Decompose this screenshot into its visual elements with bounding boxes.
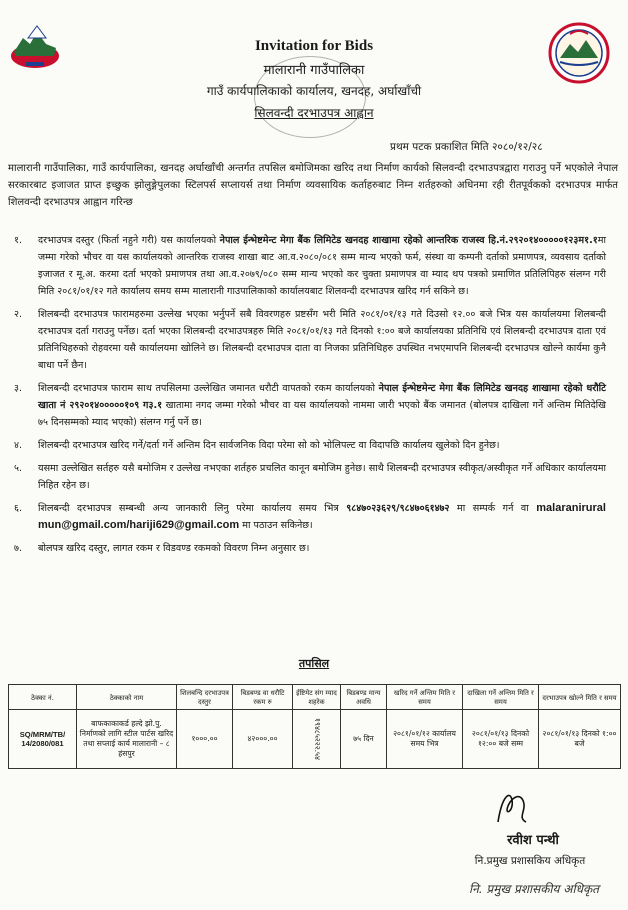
column-header: ठेक्का नं. bbox=[9, 685, 77, 710]
list-item: ५. यसमा उल्लेखित सर्तहरु यसै बमोजिम र उल्लेख नभएका शर्तहरु प्रचलित कानून बमोजिम हुनेछ। साथै शिलबन्दी दरभाउपत्र स्वीकृत/अस्वीकृत गर्ने अधिकार कार्यालयमा निहित रहेन छ। bbox=[14, 463, 606, 491]
conditions-list bbox=[0, 232, 628, 563]
signer-name: रवीश पन्थी bbox=[507, 833, 559, 848]
bid-fee: १०००.०० bbox=[177, 710, 233, 769]
column-header: बिडबण्ड वा धरौटि रकम रु bbox=[233, 685, 293, 710]
column-header: दरभाउपत्र खोल्ने मिति र समय bbox=[539, 685, 621, 710]
publication-date: प्रथम पटक प्रकाशित मिति २०८०/१२/२८ bbox=[390, 141, 543, 153]
signer-designation: नि.प्रमुख प्रशासकिय अधिकृत bbox=[474, 855, 586, 867]
notice-subject: सिलवन्दी दरभाउपत्र आह्वान bbox=[254, 106, 374, 120]
municipality-logo bbox=[548, 22, 610, 84]
column-header: ईष्टिमेट संग म्याद शहरेक bbox=[293, 685, 341, 710]
list-item: २. शिलबन्दी दरभाउपत्र फारामहरुमा उल्लेख भएका भर्नुपर्ने सबै विवरणहरु प्रष्टसँग भरी मिति २०८१/०१/१३ गते दिउसो १२.०० बजे भित्र यस कार्यालयमा शिलबन्दी दरभाउपत्र दर्ता गराउनु पर्नेछ। दर्ता भएका शिलबन्दी दरभाउपत्रहरु मिति २०८१/०१/१३ गते दिनको १:०० बजे कार्यालयका प्रतिनिधि एवं शिलबन्दी दरभाउपत्र दाता एवं प्रतिनिधिहरुको रोहवरमा यसै कार्यालयमा खोलिने छ। शिलबन्दी दरभाउपत्र दाता वा निजका प्रतिनिधिहरु उपस्थित नभएमापनि शिलबन्दी दरभाउपत्र खोल्ने कार्यमा कुनै बाधा पर्ने छैन। bbox=[14, 309, 606, 371]
estimate-amount: १९४८५२२२.५४ bbox=[293, 710, 341, 769]
column-header: दाखिला गर्ने अन्तिम मिति र समय bbox=[463, 685, 539, 710]
table-header-row bbox=[9, 685, 621, 710]
contract-number: SQ/MRM/TB/ 14/2080/081 bbox=[9, 710, 77, 769]
org-name: मालारानी गाउँपालिका bbox=[263, 63, 365, 78]
bid-schedule-table bbox=[8, 684, 621, 769]
table-row bbox=[9, 710, 621, 769]
intro-paragraph: मालारानी गाउँपालिका, गाउँ कार्यपालिका, खनदह अर्घाखाँची अन्तर्गत तपसिल बमोजिमका खरिद तथा निर्माण कार्यको सिलवन्दी दरभाउपत्रद्वारा गराउनु पर्ने भएकोले नेपाल सरकारबाट इजाजत प्राप्त इच्छुक झोलुङ्गेपुलका स्टिलपर्स सप्लायर्स तथा निर्माण व्यवसायिक कर्ताहरुबाट निम्न शर्तहरुको अधिनमा रही रीतपूर्वकको दरभाउपत्र मार्फत शिलवन्दी दरभाउपत्र आह्वान गरिन्छ bbox=[8, 163, 618, 208]
column-header: बिडबण्ड मान्य अवधि bbox=[341, 685, 387, 710]
office-name: गाउँ कार्यपालिकाको कार्यालय, खनदह, अर्घाखाँची bbox=[206, 84, 422, 98]
list-item: १. दरभाउपत्र दस्तुर (फिर्ता नहुने गरी) यस कार्यालयको नेपाल ईन्भेष्टमेन्ट मेगा बैंक लिमिटेड खनदह शाखामा रहेको आन्तरिक राजस्व हि.नं.२९२०१४०००००१२३म१.१मा जम्मा गरेको भौचर वा यस कार्यालयको आन्तरिक राजस्व शाखा बाट आ.व.२०८०/०८१ सम्म मान्य भएको फर्म, संस्था वा कम्पनी दर्ताको प्रमाणपत्र, व्यवसाय दर्ताको इजाजत र मू.अ. करमा दर्ता भएको प्रमाणपत्र तथा आ.व.२०७९/०८० सम्म मान्य भएको कर चुक्ता प्रमाणपत्र वा म्याद थप पत्रको प्रमाणित प्रतिलिपिहरु संलग्न गरी मिति २०८१/०१/१२ गते कार्यालय समय सम्म मालारानी गाउपालिकाको कार्यालयबाट शिलवन्दी दरभाउपत्र खरिद गर्न सकिने छ। bbox=[14, 235, 607, 297]
purchase-deadline: २०८१/०१/१२ कार्यालय समय भित्र bbox=[387, 710, 463, 769]
seal-stamp-text: नि. प्रमुख प्रशासकीय अधिकृत bbox=[468, 882, 600, 896]
bid-validity: ७५ दिन bbox=[341, 710, 387, 769]
list-item: ६. शिलबन्दी दरभाउपत्र सम्बन्धी अन्य जानकारी लिनु परेमा कार्यालय समय भित्र ९८४७०२३६२९/९८४७०६१४७२ मा सम्पर्क गर्न वा malaranirural mun@gmail.com/hariji629@gmail.com मा पठाउन सकिनेछ। bbox=[14, 502, 606, 531]
column-header: ठेक्काको नाम bbox=[77, 685, 177, 710]
submission-deadline: २०८१/०१/१३ दिनको १२:०० बजे सम्म bbox=[463, 710, 539, 769]
opening-date: २०८१/०१/१३ दिनको १:०० बजे bbox=[539, 710, 621, 769]
contact-email-link[interactable]: malaranirural mun@gmail.com/hariji629@gmail.com bbox=[38, 502, 606, 531]
bid-bond-amount: ४२०००.०० bbox=[233, 710, 293, 769]
schedule-heading: तपसिल bbox=[298, 657, 330, 670]
list-item: ३. शिलबन्दी दरभाउपत्र फाराम साथ तपसिलमा उल्लेखित जमानत धरौटी वापतको रकम कार्यालयको नेपाल ईन्भेष्टमेन्ट मेगा बैंक लिमिटेड खनदह शाखामा रहेको धरौटि खाता नं २९२०१४०००००१०९ ग३.१ खातामा नगद जम्मा गरेको भौचर वा यस कार्यालयको नाममा जारी भएको बैंक जमानत (बोलपत्र दाखिला गर्ने अन्तिम मितिदेखि ७५ दिनसम्मको म्याद भएको) संलग्न गर्नु पर्ने छ। bbox=[14, 383, 606, 428]
list-item: ७. बोलपत्र खरिद दस्तुर, लागत रकम र विडवण्ड रकमको विवरण निम्न अनुसार छ। bbox=[14, 543, 310, 554]
list-item: ४. शिलबन्दी दरभाउपत्र खरिद गर्ने/दर्ता गर्ने अन्तिम दिन सार्वजनिक विदा परेमा सो को भोलिपल्ट वा विदापछि कार्यालय खुलेको दिन हुनेछ। bbox=[14, 440, 500, 451]
contract-name: बाफकाकाकर्ड हल्दे झो.पु. निर्माणको लागि स्टील पार्टस खरिद तथा सप्लाई कार्य मालारानी – ८ हंसपुर bbox=[77, 710, 177, 769]
nepal-emblem-icon bbox=[8, 22, 62, 72]
column-header: खरिद गर्ने अन्तिम मिति र समय bbox=[387, 685, 463, 710]
page-title: Invitation for Bids bbox=[254, 38, 374, 54]
signature-mark bbox=[492, 786, 532, 830]
column-header: शिलबन्दि दरभाउपत्र दस्तुर bbox=[177, 685, 233, 710]
